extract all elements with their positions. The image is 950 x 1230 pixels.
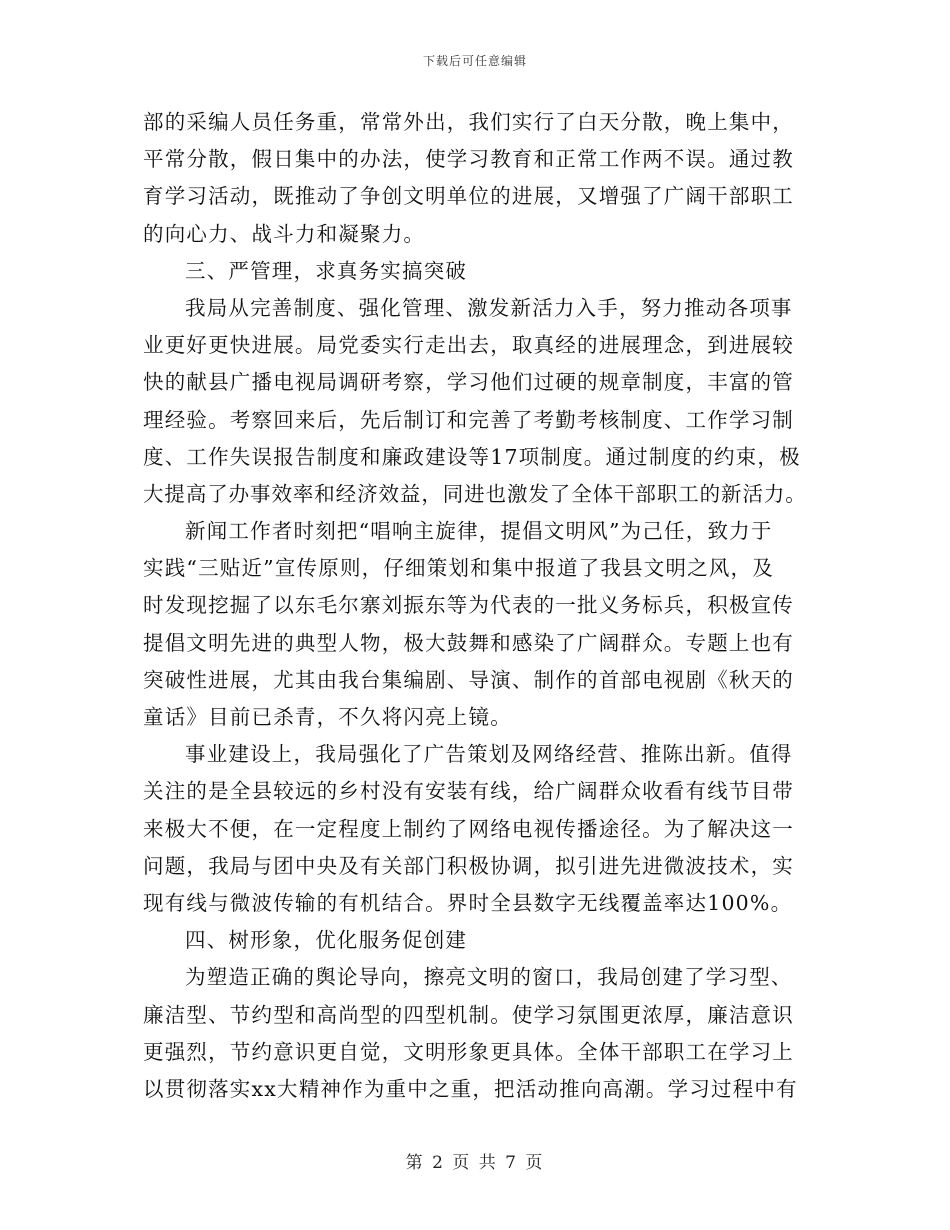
text-line: 新闻工作者时刻把“唱响主旋律，提倡文明风”为己任，致力于 — [185, 519, 773, 544]
page-label-suffix: 页 — [525, 1153, 545, 1173]
current-page-number: 2 — [432, 1153, 445, 1173]
total-pages-number: 7 — [505, 1153, 518, 1173]
text-line: 更强烈，节约意识更自觉，文明形象更具体。全体干部职工在学习上 — [143, 1039, 794, 1064]
text-line: 业更好更快进展。局党委实行走出去，取真经的进展理念，到进展较 — [143, 333, 794, 358]
page-label-prefix: 第 — [405, 1153, 425, 1173]
text-line: 事业建设上，我局强化了广告策划及网络经营、推陈出新。值得 — [185, 742, 793, 767]
text-line: 为塑造正确的舆论导向，擦亮文明的窗口，我局创建了学习型、 — [185, 965, 793, 990]
text-line: 度、工作失误报告制度和廉政建设等17项制度。通过制度的约束，极 — [143, 444, 801, 469]
text-line: 现有线与微波传输的有机结合。界时全县数字无线覆盖率达100%。 — [143, 890, 793, 915]
page-label-middle: 页 共 — [452, 1153, 498, 1173]
text-line: 快的献县广播电视局调研考察，学习他们过硬的规章制度，丰富的管 — [143, 370, 794, 395]
document-body — [143, 104, 807, 1108]
text-line: 平常分散，假日集中的办法，使学习教育和正常工作两不误。通过教 — [143, 147, 794, 172]
text-line: 大提高了办事效率和经济效益，同进也激发了全体干部职工的新活力。 — [143, 481, 807, 506]
text-line: 问题，我局与团中央及有关部门积极协调，拟引进先进微波技术，实 — [143, 853, 794, 878]
text-line: 突破性进展，尤其由我台集编剧、导演、制作的首部电视剧《秋天的 — [143, 667, 794, 692]
text-line: 实践“三贴近”宣传原则，仔细策划和集中报道了我县文明之风，及 — [143, 556, 774, 581]
text-line: 廉洁型、节约型和高尚型的四型机制。使学习氛围更浓厚，廉洁意识 — [143, 1002, 794, 1027]
text-line: 理经验。考察回来后，先后制订和完善了考勤考核制度、工作学习制 — [143, 407, 794, 432]
text-line: 来极大不便，在一定程度上制约了网络电视传播途径。为了解决这一 — [143, 816, 794, 841]
text-line: 三、严管理，求真务实搞突破 — [185, 258, 468, 283]
text-line: 的向心力、战斗力和凝聚力。 — [143, 221, 426, 246]
header-note: 下载后可任意编辑 — [422, 54, 527, 68]
text-line: 部的采编人员任务重，常常外出，我们实行了白天分散，晚上集中， — [143, 110, 794, 134]
text-line: 育学习活动，既推动了争创文明单位的进展，又增强了广阔干部职工 — [143, 184, 794, 209]
text-line: 我局从完善制度、强化管理、激发新活力入手，努力推动各项事 — [185, 295, 793, 320]
page-footer — [0, 1148, 950, 1173]
text-line: 提倡文明先进的典型人物，极大鼓舞和感染了广阔群众。专题上也有 — [143, 630, 794, 655]
text-line: 关注的是全县较远的乡村没有安装有线，给广阔群众收看有线节目带 — [143, 779, 794, 804]
text-line: 四、树形象，优化服务促创建 — [185, 928, 468, 953]
text-line: 童话》目前已杀青，不久将闪亮上镜。 — [143, 705, 512, 729]
text-line: 时发现挖掘了以东毛尔寨刘振东等为代表的一批义务标兵，积极宣传 — [143, 593, 794, 618]
text-line: 以贯彻落实xx大精神作为重中之重，把活动推向高潮。学习过程中有 — [143, 1076, 798, 1101]
